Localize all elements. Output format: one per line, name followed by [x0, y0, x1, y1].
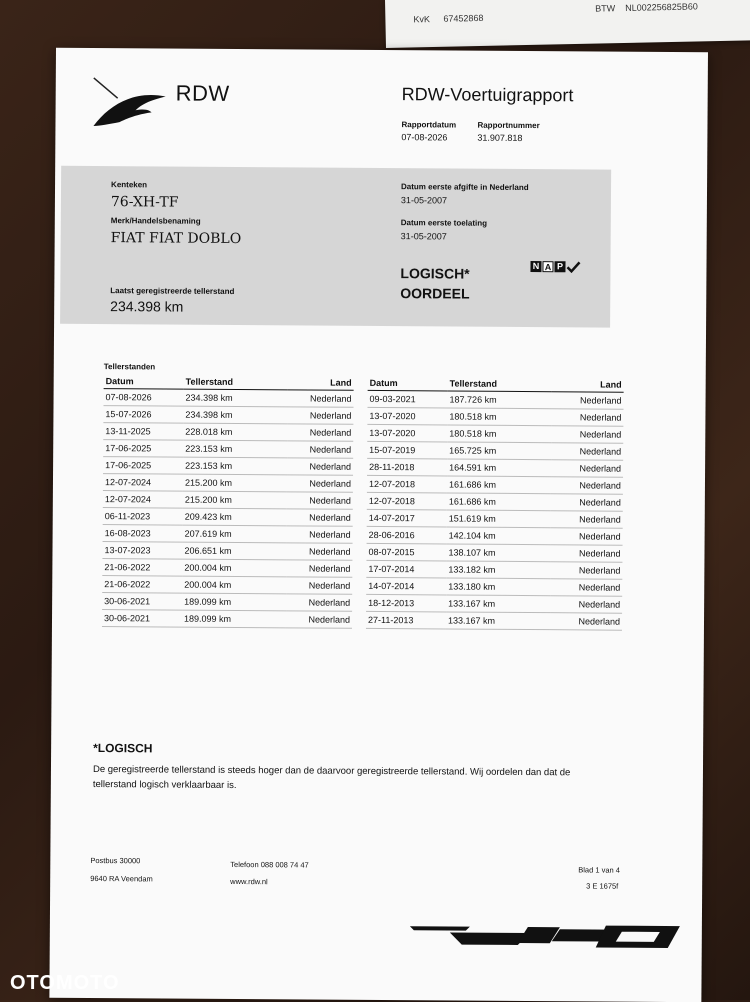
column-header-tellerstand: Tellerstand [184, 376, 288, 390]
cell-land: Nederland [287, 458, 353, 475]
cell-tellerstand: 180.518 km [447, 425, 551, 443]
tellerstanden-table-left [102, 375, 354, 629]
logo-text: RDW [175, 80, 230, 106]
table-row [103, 457, 353, 476]
cell-land: Nederland [287, 509, 353, 526]
cell-datum: 12-07-2024 [103, 474, 183, 492]
table-row [102, 542, 352, 561]
cell-tellerstand: 215.200 km [183, 491, 287, 509]
cell-datum: 30-06-2021 [102, 593, 182, 611]
column-header-tellerstand: Tellerstand [448, 377, 552, 391]
table-row [103, 406, 353, 425]
tellerstand-value: 234.398 km [110, 298, 184, 315]
cell-tellerstand: 187.726 km [448, 391, 552, 409]
nap-letter-p: P [554, 261, 565, 272]
kvk-value: 67452868 [443, 12, 484, 24]
rapportdatum-value: 07-08-2026 [401, 132, 448, 143]
table-row [103, 440, 353, 459]
vehicle-summary-box [60, 166, 611, 328]
report-title: RDW-Voertuigrapport [401, 84, 574, 106]
cell-tellerstand: 228.018 km [183, 423, 287, 441]
cell-land: Nederland [551, 528, 623, 546]
merk-label: Merk/Handelsbenaming [110, 216, 201, 226]
cell-land: Nederland [552, 392, 624, 410]
table-row [367, 509, 623, 528]
table-row [104, 389, 354, 408]
cell-land: Nederland [551, 477, 623, 495]
table-row [103, 508, 353, 527]
nap-letter-a: A [542, 261, 553, 272]
kvk-label: KvK [413, 14, 431, 25]
cell-tellerstand: 164.591 km [447, 459, 551, 477]
eerste-toelating-value: 31-05-2007 [400, 231, 447, 242]
cell-datum: 17-06-2025 [103, 440, 183, 458]
cell-datum: 13-07-2023 [102, 542, 182, 560]
cell-tellerstand: 133.167 km [446, 595, 550, 613]
table-row [367, 492, 623, 511]
cell-datum: 06-11-2023 [103, 508, 183, 526]
cell-land: Nederland [551, 426, 623, 444]
cell-datum: 15-07-2019 [367, 441, 447, 459]
cell-tellerstand: 138.107 km [446, 544, 550, 562]
cell-tellerstand: 161.686 km [447, 476, 551, 494]
cell-datum: 07-08-2026 [104, 389, 184, 407]
cell-tellerstand: 234.398 km [183, 406, 287, 424]
eerste-afgifte-value: 31-05-2007 [400, 195, 448, 206]
cell-datum: 17-06-2025 [103, 457, 183, 475]
cell-tellerstand: 207.619 km [183, 525, 287, 543]
footnote-text: De geregistreerde tellerstand is steeds hoger dan de daarvoor geregistreerde tellerstand. Wij oordelen dan dat de tellerstand logisch verklaarbaar is. [92, 763, 571, 792]
table-row [102, 576, 352, 595]
cell-datum: 12-07-2024 [103, 491, 183, 509]
table-row [367, 407, 623, 426]
cell-tellerstand: 151.619 km [447, 510, 551, 528]
cell-land: Nederland [287, 407, 353, 424]
footer-website: www.rdw.nl [230, 876, 268, 887]
eerste-afgifte-label: Datum eerste afgifte in Nederland [401, 182, 529, 193]
background-paper [385, 0, 750, 48]
table-row [103, 423, 353, 442]
column-header-land: Land [288, 376, 354, 390]
cell-tellerstand: 161.686 km [447, 493, 551, 511]
rapportnummer-value: 31.907.818 [477, 132, 523, 143]
footer-telefoon: Telefoon 088 008 74 47 [230, 859, 309, 870]
cell-datum: 14-07-2014 [366, 577, 446, 595]
column-header-datum: Datum [104, 375, 184, 389]
oordeel-line1: LOGISCH* [400, 265, 470, 282]
rdw-feather-logo-icon [89, 74, 171, 129]
cell-land: Nederland [286, 594, 352, 611]
otomoto-watermark: OTOMOTO [10, 972, 120, 994]
btw-label: BTW [595, 3, 616, 14]
cell-land: Nederland [287, 475, 353, 492]
cell-land: Nederland [550, 613, 622, 631]
cell-datum: 30-06-2021 [102, 610, 182, 628]
cell-land: Nederland [287, 441, 353, 458]
tellerstanden-title: Tellerstanden [103, 362, 156, 372]
merk-value: FIAT FIAT DOBLO [110, 230, 242, 248]
cell-tellerstand: 223.153 km [183, 457, 287, 475]
cell-datum: 14-07-2017 [367, 509, 447, 527]
cell-tellerstand: 165.725 km [447, 442, 551, 460]
cell-land: Nederland [286, 543, 352, 560]
rapportnummer-label: Rapportnummer [477, 120, 540, 131]
table-row [366, 560, 622, 579]
cell-land: Nederland [550, 562, 622, 580]
table-row [103, 525, 353, 544]
cell-land: Nederland [551, 494, 623, 512]
table-row [102, 610, 352, 629]
cell-tellerstand: 200.004 km [182, 559, 286, 577]
cell-land: Nederland [286, 611, 352, 628]
table-row [366, 577, 622, 596]
cell-datum: 28-11-2018 [367, 458, 447, 476]
cell-tellerstand: 206.651 km [182, 542, 286, 560]
cell-land: Nederland [287, 424, 353, 441]
cell-tellerstand: 133.180 km [446, 578, 550, 596]
cell-land: Nederland [286, 577, 352, 594]
cell-datum: 13-11-2025 [103, 423, 183, 441]
rapportdatum-label: Rapportdatum [401, 120, 457, 130]
btw-value: NL002256825B60 [625, 1, 698, 13]
cell-datum: 12-07-2018 [367, 475, 447, 493]
table-row [102, 593, 352, 612]
cell-datum: 17-07-2014 [366, 560, 446, 578]
table-row [366, 611, 622, 630]
cell-land: Nederland [287, 526, 353, 543]
cell-tellerstand: 234.398 km [184, 389, 288, 407]
table-row [367, 458, 623, 477]
cell-datum: 28-06-2016 [367, 526, 447, 544]
oordeel-line2: OORDEEL [400, 285, 470, 302]
cell-tellerstand: 142.104 km [447, 527, 551, 545]
cell-tellerstand: 223.153 km [183, 440, 287, 458]
cell-tellerstand: 189.099 km [182, 593, 286, 611]
kenteken-value: 76-XH-TF [110, 194, 179, 211]
cell-land: Nederland [550, 545, 622, 563]
cell-land: Nederland [287, 492, 353, 509]
cell-datum: 13-07-2020 [367, 424, 447, 442]
footer-postbus: Postbus 30000 [90, 855, 141, 866]
footer-blad: Blad 1 van 4 [578, 865, 621, 875]
cell-datum: 12-07-2018 [367, 492, 447, 510]
table-row [366, 543, 622, 562]
footnote-title: *LOGISCH [93, 741, 153, 756]
cell-datum: 18-12-2013 [366, 594, 446, 612]
cell-tellerstand: 133.167 km [446, 612, 550, 630]
cell-land: Nederland [286, 560, 352, 577]
table-row [102, 559, 352, 578]
table-row [103, 491, 353, 510]
cell-datum: 15-07-2026 [103, 406, 183, 424]
table-row [367, 475, 623, 494]
cell-datum: 08-07-2015 [366, 543, 446, 561]
table-row [367, 526, 623, 545]
table-row [366, 594, 622, 613]
cell-datum: 13-07-2020 [367, 407, 447, 425]
kenteken-label: Kenteken [111, 180, 148, 190]
table-row [367, 441, 623, 460]
cell-land: Nederland [550, 596, 622, 614]
table-row [367, 424, 623, 443]
cell-datum: 21-06-2022 [102, 559, 182, 577]
cell-tellerstand: 133.182 km [446, 561, 550, 579]
cell-datum: 16-08-2023 [103, 525, 183, 543]
table-row [103, 474, 353, 493]
cell-tellerstand: 209.423 km [183, 508, 287, 526]
column-header-datum: Datum [368, 377, 448, 391]
rdw-stripes-logo-icon [410, 916, 690, 950]
checkmark-icon [566, 261, 580, 273]
footer-postcode: 9640 RA Veendam [90, 873, 153, 884]
rdw-report-document [49, 48, 708, 1002]
tellerstand-label: Laatst geregistreerde tellerstand [110, 286, 235, 296]
column-header-land: Land [552, 378, 624, 392]
cell-land: Nederland [551, 460, 623, 478]
table-row [368, 390, 624, 409]
cell-land: Nederland [288, 390, 354, 407]
cell-datum: 09-03-2021 [368, 390, 448, 408]
cell-land: Nederland [551, 409, 623, 427]
eerste-toelating-label: Datum eerste toelating [400, 218, 488, 228]
cell-datum: 21-06-2022 [102, 576, 182, 594]
cell-land: Nederland [550, 579, 622, 597]
cell-land: Nederland [551, 511, 623, 529]
tellerstanden-table-right [366, 377, 624, 631]
cell-datum: 27-11-2013 [366, 611, 446, 629]
cell-tellerstand: 215.200 km [183, 474, 287, 492]
cell-tellerstand: 189.099 km [182, 610, 286, 628]
cell-tellerstand: 200.004 km [182, 576, 286, 594]
nap-badge [530, 261, 580, 273]
footer-code: 3 E 1675f [586, 881, 619, 891]
cell-land: Nederland [551, 443, 623, 461]
nap-letter-n: N [530, 261, 541, 272]
cell-tellerstand: 180.518 km [447, 408, 551, 426]
